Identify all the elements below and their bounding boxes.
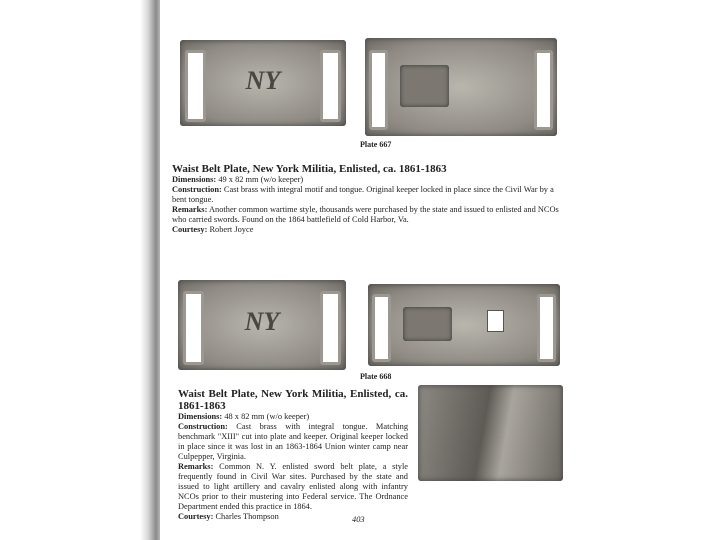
book-gutter-shadow [0,0,160,540]
plate-668-back-photo [368,284,560,366]
dimensions: 49 x 82 mm (w/o keeper) [218,175,304,184]
construction: Cast brass with integral tongue. Matching benchmark "XIII" cut into plate and keeper. Original keeper locked in place since it was lost in an 1863-1864 Union winter camp near Culpepper, Virginia. [178,422,409,461]
construction: Cast brass with integral motif and tongue. Original keeper locked in place since the Civil War by a bent tongue. [172,185,554,204]
monogram: NY [244,307,280,336]
plate-668-description [178,388,408,522]
plate-667-front-photo [180,40,346,126]
slot [487,310,504,332]
plate-668-front-photo [178,280,346,370]
tongue [403,307,453,341]
plate-caption: Plate 667 [360,140,392,149]
label: Construction: [172,185,222,194]
page-number: 403 [352,515,365,524]
plate-caption: Plate 668 [360,372,392,381]
label: Courtesy: [178,512,214,521]
plate-667-back-photo [365,38,557,136]
remarks: Another common wartime style, thousands were purchased by the state and issued to enlisted and NCOs who carried swords. Found on the 1864 battlefield of Cold Harbor, Va. [172,205,559,224]
plate-667-description [172,163,562,235]
plate-title: Waist Belt Plate, New York Militia, Enlisted, ca. 1861-1863 [178,388,408,412]
label: Dimensions: [178,412,223,421]
label: Remarks: [178,462,214,471]
tongue [400,65,450,106]
plate-668-detail-photo [418,385,563,481]
plate-title: Waist Belt Plate, New York Militia, Enlisted, ca. 1861-1863 [172,163,447,175]
label: Dimensions: [172,175,217,184]
monogram: NY [245,65,281,95]
label: Courtesy: [172,225,208,234]
dimensions: 48 x 82 mm (w/o keeper) [224,412,310,421]
courtesy: Charles Thompson [215,512,279,521]
label: Remarks: [172,205,208,214]
remarks: Common N. Y. enlisted sword belt plate, a style frequently found in Civil War sites. Purchased by the state and issued to light artillery and cavalry enlisted along with infantry NCOs prior to their mustering into Federal service. The Ordnance Department ended this practice in 1864. [178,462,408,511]
courtesy: Robert Joyce [209,225,254,234]
label: Construction: [178,422,228,431]
